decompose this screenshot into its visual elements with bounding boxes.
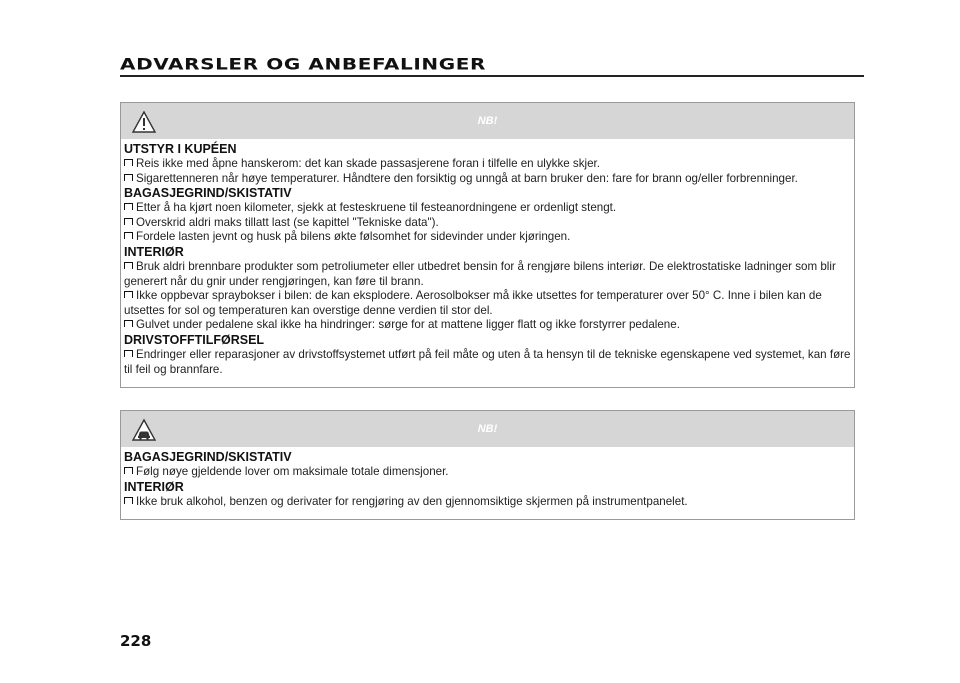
bullet-icon xyxy=(124,291,133,298)
box-label: NB! xyxy=(477,115,498,127)
bullet-icon xyxy=(124,218,133,225)
bullet-icon xyxy=(124,174,133,181)
list-item: Gulvet under pedalene skal ikke ha hindringer: sørge for at mattene ligger flatt og ikke forstyrrer pedalene. xyxy=(124,318,851,333)
section-title: INTERIØR xyxy=(124,479,184,494)
bullet-icon xyxy=(124,320,133,327)
title-divider xyxy=(120,75,864,77)
list-item: Bruk aldri brennbare produkter som petroliumeter eller utbedret bensin for å rengjøre bilens interiør. De elektrostatiske ladninger som blir generert når du gnir under rengjøringen, kan føre til brann. xyxy=(124,259,836,288)
list-item: Reis ikke med åpne hanskerom: det kan skade passasjerene foran i tilfelle en ulykke skjer. xyxy=(124,157,851,172)
section-title: BAGASJEGRIND/SKISTATIV xyxy=(124,450,292,464)
section-title: DRIVSTOFFTILFØRSEL xyxy=(124,332,265,347)
list-item: Fordele lasten jevnt og husk på bilens økte følsomhet for sidevinder under kjøringen. xyxy=(124,230,851,245)
page-title: ADVARSLER OG ANBEFALINGER xyxy=(120,54,487,74)
note-box xyxy=(120,410,855,520)
bullet-icon xyxy=(124,159,133,166)
bullet-icon xyxy=(124,497,133,504)
bullet-icon xyxy=(124,467,133,474)
section-title: UTSTYR I KUPÉEN xyxy=(124,142,237,156)
list-item: Overskrid aldri maks tillatt last (se kapittel "Tekniske data"). xyxy=(124,216,851,231)
box-label: NB! xyxy=(477,423,498,435)
list-item: Følg nøye gjeldende lover om maksimale totale dimensjoner. xyxy=(124,465,851,480)
list-item: Ikke bruk alkohol, benzen og derivater for rengjøring av den gjennomsiktige skjermen på instrumentpanelet. xyxy=(124,495,851,510)
list-item: Ikke oppbevar spraybokser i bilen: de kan eksplodere. Aerosolbokser må ikke utsettes for temperaturer over 50° C. Inne i bilen kan de utsettes for sol og temperaturen kan overstige denne verdien til stor del. xyxy=(124,289,822,317)
list-item: Sigarettenneren når høye temperaturer. Håndtere den forsiktig og unngå at barn bruker den: fare for brann og/eller forbrenninger. xyxy=(124,172,851,187)
warning-box-header xyxy=(121,103,854,139)
note-box-header xyxy=(121,411,854,447)
bullet-icon xyxy=(124,203,133,210)
bullet-icon xyxy=(124,262,133,269)
page-number: 228 xyxy=(120,632,152,650)
list-item: Etter å ha kjørt noen kilometer, sjekk at festeskruene til festeanordningene er ordenligt stengt. xyxy=(124,201,851,216)
section-title: BAGASJEGRIND/SKISTATIV xyxy=(124,186,292,201)
section-title: INTERIØR xyxy=(124,244,184,259)
warning-box xyxy=(120,102,855,388)
list-item: Endringer eller reparasjoner av drivstoffsystemet utført på feil måte og uten å ta hensyn til de tekniske egenskapene ved systemet, kan føre til feil og brannfare. xyxy=(124,347,851,376)
bullet-icon xyxy=(124,350,133,357)
bullet-icon xyxy=(124,232,133,239)
